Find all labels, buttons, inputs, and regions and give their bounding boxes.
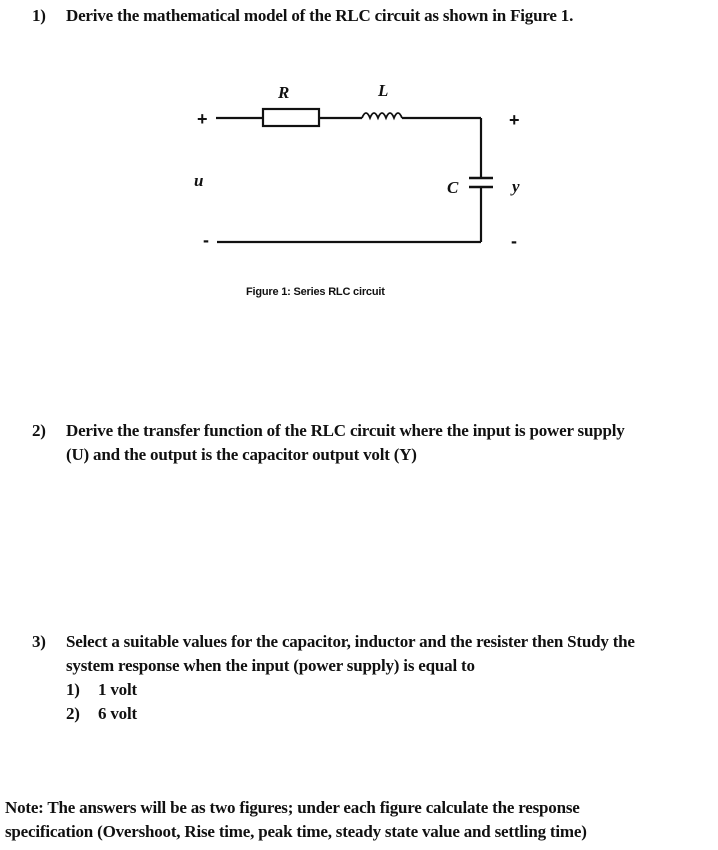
list-item-number: 1) — [66, 680, 80, 699]
note-line-1: Note: The answers will be as two figures; under each figure calculate the response — [5, 798, 580, 817]
figure-caption: Figure 1: Series RLC circuit — [246, 286, 385, 298]
list-item — [66, 678, 635, 702]
output-voltage-label: y — [512, 177, 520, 196]
output-plus-sign: + — [509, 110, 520, 130]
question-2-line-2: (U) and the output is the capacitor output volt (Y) — [66, 445, 417, 464]
list-item-number: 2) — [66, 704, 80, 723]
question-3-line-1: Select a suitable values for the capacitor, inductor and the resister then Study the — [66, 632, 635, 651]
resistor-symbol — [263, 109, 319, 126]
inductor-symbol — [362, 113, 402, 118]
question-2-number: 2) — [32, 421, 46, 440]
list-item-text: 6 volt — [98, 704, 137, 723]
list-item-text: 1 volt — [98, 680, 137, 699]
inductor-label: L — [378, 81, 389, 100]
input-minus-sign: - — [203, 230, 209, 250]
list-item — [66, 702, 635, 726]
question-1-text: Derive the mathematical model of the RLC circuit as shown in Figure 1. — [66, 6, 574, 25]
resistor-label: R — [278, 83, 290, 102]
capacitor-label: C — [447, 178, 459, 197]
input-plus-sign: + — [197, 109, 208, 129]
output-minus-sign: - — [511, 231, 517, 251]
question-1-number: 1) — [32, 6, 46, 25]
question-2-line-1: Derive the transfer function of the RLC circuit where the input is power supply — [66, 421, 625, 440]
question-3-line-2: system response when the input (power supply) is equal to — [66, 656, 475, 675]
note — [5, 796, 587, 844]
input-voltage-label: u — [194, 171, 204, 190]
note-line-2: specification (Overshoot, Rise time, peak time, steady state value and settling time) — [5, 822, 587, 841]
rlc-circuit-diagram — [0, 0, 718, 300]
question-3-number: 3) — [32, 632, 46, 651]
